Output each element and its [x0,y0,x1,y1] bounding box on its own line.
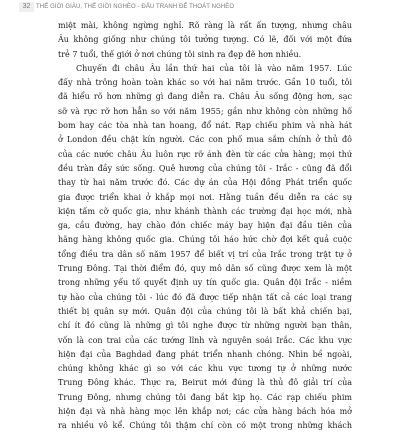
text-line: chí ít đó cũng là những gì tôi nghe được từ những người bạn thân, [58,321,352,331]
page-number: 32 [19,2,34,12]
text-line: hãng hàng không quốc gia. Chúng tôi háo hức chờ đợi kết quả cuộc [58,235,352,245]
text-line: ra nhiều vô kể. Chúng tôi thậm chí còn có một trong những khách [58,421,352,431]
text-line: sỡ và rực rỡ hơn hẳn so với năm 1955; gần như không còn những hố [58,106,352,116]
text-line: gia được triển khai ở khắp mọi nơi. Hằng tuần đều diễn ra các sự [58,192,352,202]
text-line: Chuyến đi châu Âu lần thứ hai của tôi là vào năm 1957. Lúc [76,63,352,73]
text-line: miệt mài, không ngừng nghỉ. Rõ ràng là rất ấn tượng, nhưng châu [58,21,352,30]
text-line: Trung Đông, nhưng chúng tôi đang bắt kịp họ. Các rạp chiếu phim [58,392,352,402]
text-line: Âu không giống như chúng tôi tưởng tượng. Có lẽ, đối với một đứa [58,35,352,45]
text-line: vốn là con trai của các tướng lĩnh và nguyên soái Irắc. Các khu vực [58,335,352,345]
text-line: thay từ hai năm trước đó. Các dự án của Hội đồng Phát triển quốc [58,178,352,188]
text-line: chúng không khác gì so với các khu vực tương tự ở những nước [58,364,352,374]
running-title: THẾ GIỚI GIÀU, THẾ GIỚI NGHÈO - ĐẤU TRANH ĐỂ THOÁT NGHÈO [36,4,235,10]
text-line: đấy nhà trông hoàn toàn khác so với hai năm trước. Gần 10 tuổi, tôi [58,78,352,88]
text-line: tổng điều tra dân số năm 1957 để biết vị trí của Irắc trong trật tự ở [58,249,352,259]
text-line: kiện tấm cỡ quốc gia, như khánh thành các trường đại học mới, nhà [58,206,352,216]
text-line: bom hay các tòa nhà tan hoang, đổ nát. Rạp chiếu phim và nhà hát [58,121,352,131]
text-line: Trung Đông khác. Thực ra, Beirut mới đúng là thủ đô giải trí của [58,378,352,388]
text-line: đều tràn đầy sức sống. Quê hương của chúng tôi - Irắc - cũng đã đổi [58,163,352,173]
text-line: tự hào của chúng tôi - lúc đó đã được tiếp nhận tất cả các loại trang [58,292,352,302]
text-line: trẻ 7 tuổi, thế giới ở nơi chúng tôi sinh ra đẹp đẽ hơn nhiều. [58,49,302,59]
text-line: ở London đều chật kín người. Các con phố mua sắm chính ở thủ đô [58,135,352,145]
text-line: Trung Đông. Tại thời điểm đó, quy mô dân số cũng được xem là một [58,264,352,274]
text-line: thiết bị quân sự mới. Quân đội của chúng tôi là bất khả chiến bại, [58,306,352,316]
running-header [0,0,400,14]
text-line: ga, cầu đường, hay chào đón chiếc máy bay hiện đại đầu tiên của [58,221,352,231]
text-line: hiện đại của Baghdad đang phát triển nhanh chóng. Nhìn bề ngoài, [58,349,352,359]
text-line: của các nước châu Âu luôn rực rỡ ánh đèn từ các cửa hàng; mọi thứ [58,149,352,159]
body-text [58,19,352,434]
text-line: hiện đại và nhà hàng mọc lên khắp nơi; các cửa hàng bách hóa mở [58,407,352,417]
text-line: trong những yếu tố quyết định uy tín quốc gia. Quân đội Irắc - niềm [58,278,352,288]
text-line: đã hiểu rõ hơn những gì đang diễn ra. Châu Âu sống động hơn, sạc [58,92,352,102]
